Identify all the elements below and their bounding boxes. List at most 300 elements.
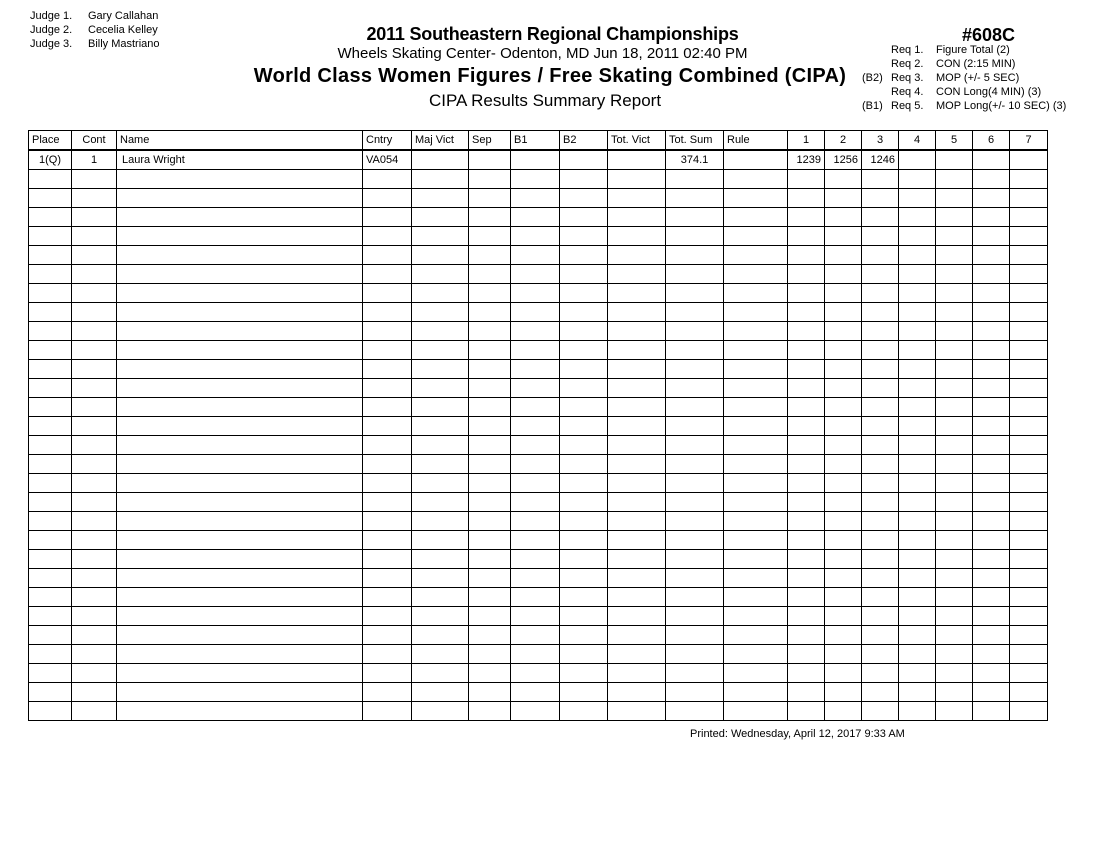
event-number: #608C <box>962 25 1016 45</box>
empty-cell <box>825 360 862 379</box>
empty-cell <box>788 227 825 246</box>
judge-row <box>30 37 160 51</box>
empty-cell <box>1010 626 1048 645</box>
empty-cell <box>825 683 862 702</box>
empty-cell <box>363 683 412 702</box>
empty-table-row <box>29 303 1048 322</box>
empty-cell <box>788 455 825 474</box>
empty-cell <box>560 664 608 683</box>
empty-cell <box>825 341 862 360</box>
judge-row <box>30 9 160 23</box>
empty-cell <box>862 702 899 721</box>
empty-cell <box>973 341 1010 360</box>
empty-cell <box>724 170 788 189</box>
col-header-tot-vict: Tot. Vict <box>608 131 666 151</box>
empty-cell <box>363 607 412 626</box>
requirement-text: CON Long(4 MIN) (3) <box>936 86 1042 98</box>
empty-cell <box>788 664 825 683</box>
empty-cell <box>469 284 511 303</box>
empty-cell <box>608 607 666 626</box>
empty-cell <box>899 664 936 683</box>
empty-cell <box>899 436 936 455</box>
empty-cell <box>936 170 973 189</box>
empty-cell <box>608 455 666 474</box>
empty-cell <box>117 246 363 265</box>
empty-cell <box>1010 436 1048 455</box>
empty-cell <box>469 607 511 626</box>
empty-cell <box>412 474 469 493</box>
col-header-b1: B1 <box>511 131 560 151</box>
empty-cell <box>825 512 862 531</box>
empty-cell <box>117 360 363 379</box>
empty-cell <box>862 588 899 607</box>
empty-cell <box>1010 265 1048 284</box>
empty-cell <box>1010 303 1048 322</box>
empty-table-row <box>29 569 1048 588</box>
empty-cell <box>560 417 608 436</box>
empty-cell <box>469 341 511 360</box>
empty-cell <box>117 303 363 322</box>
empty-cell <box>788 436 825 455</box>
empty-cell <box>117 265 363 284</box>
empty-cell <box>973 645 1010 664</box>
empty-cell <box>511 664 560 683</box>
empty-cell <box>560 550 608 569</box>
empty-table-row <box>29 189 1048 208</box>
empty-cell <box>862 246 899 265</box>
empty-cell <box>788 645 825 664</box>
empty-cell <box>29 512 72 531</box>
table-body <box>29 150 1048 721</box>
empty-cell <box>936 512 973 531</box>
empty-cell <box>862 683 899 702</box>
empty-table-row <box>29 664 1048 683</box>
empty-cell <box>788 246 825 265</box>
empty-cell <box>666 531 724 550</box>
empty-cell <box>862 569 899 588</box>
empty-cell <box>936 569 973 588</box>
empty-cell <box>29 189 72 208</box>
empty-cell <box>899 626 936 645</box>
empty-cell <box>511 265 560 284</box>
empty-cell <box>862 512 899 531</box>
empty-cell <box>724 341 788 360</box>
empty-cell <box>899 550 936 569</box>
empty-cell <box>363 227 412 246</box>
empty-cell <box>788 208 825 227</box>
empty-cell <box>511 208 560 227</box>
empty-cell <box>936 284 973 303</box>
col-header-name: Name <box>117 131 363 151</box>
empty-cell <box>469 265 511 284</box>
empty-cell <box>936 626 973 645</box>
cell-rule <box>724 150 788 170</box>
col-header-sep: Sep <box>469 131 511 151</box>
empty-cell <box>788 170 825 189</box>
empty-cell <box>825 227 862 246</box>
empty-cell <box>469 189 511 208</box>
empty-cell <box>788 531 825 550</box>
empty-cell <box>511 512 560 531</box>
empty-cell <box>936 246 973 265</box>
empty-cell <box>117 189 363 208</box>
empty-cell <box>1010 284 1048 303</box>
requirement-text: CON (2:15 MIN) <box>936 58 1016 70</box>
empty-cell <box>560 303 608 322</box>
empty-cell <box>1010 531 1048 550</box>
empty-cell <box>1010 379 1048 398</box>
results-table <box>28 130 1048 721</box>
empty-cell <box>412 436 469 455</box>
empty-cell <box>973 322 1010 341</box>
empty-cell <box>469 379 511 398</box>
empty-cell <box>511 626 560 645</box>
empty-cell <box>666 379 724 398</box>
empty-cell <box>511 588 560 607</box>
empty-cell <box>608 360 666 379</box>
empty-cell <box>511 550 560 569</box>
empty-cell <box>412 246 469 265</box>
empty-cell <box>29 702 72 721</box>
empty-cell <box>72 303 117 322</box>
empty-cell <box>724 284 788 303</box>
empty-cell <box>666 417 724 436</box>
requirement-prefix: (B2) <box>862 72 883 84</box>
empty-cell <box>72 531 117 550</box>
empty-cell <box>72 341 117 360</box>
empty-cell <box>511 531 560 550</box>
empty-cell <box>608 265 666 284</box>
empty-cell <box>560 341 608 360</box>
empty-cell <box>973 702 1010 721</box>
empty-cell <box>1010 550 1048 569</box>
empty-cell <box>724 227 788 246</box>
empty-cell <box>936 417 973 436</box>
empty-cell <box>899 398 936 417</box>
empty-cell <box>825 531 862 550</box>
empty-cell <box>862 645 899 664</box>
empty-cell <box>72 246 117 265</box>
empty-cell <box>936 227 973 246</box>
empty-cell <box>29 208 72 227</box>
empty-table-row <box>29 702 1048 721</box>
empty-table-row <box>29 322 1048 341</box>
empty-cell <box>608 170 666 189</box>
empty-table-row <box>29 265 1048 284</box>
empty-cell <box>973 189 1010 208</box>
empty-cell <box>1010 474 1048 493</box>
empty-cell <box>363 322 412 341</box>
empty-cell <box>29 341 72 360</box>
empty-cell <box>363 284 412 303</box>
empty-cell <box>412 303 469 322</box>
empty-cell <box>412 569 469 588</box>
empty-cell <box>788 341 825 360</box>
empty-cell <box>936 607 973 626</box>
empty-table-row <box>29 341 1048 360</box>
col-header-judge-4: 4 <box>899 131 936 151</box>
empty-cell <box>862 455 899 474</box>
empty-cell <box>899 645 936 664</box>
empty-cell <box>412 398 469 417</box>
empty-cell <box>608 341 666 360</box>
empty-cell <box>608 322 666 341</box>
empty-cell <box>666 493 724 512</box>
judge-name: Billy Mastriano <box>88 38 160 50</box>
empty-cell <box>72 227 117 246</box>
empty-cell <box>363 569 412 588</box>
empty-cell <box>412 417 469 436</box>
empty-cell <box>117 664 363 683</box>
empty-cell <box>1010 341 1048 360</box>
empty-cell <box>117 208 363 227</box>
empty-cell <box>412 493 469 512</box>
empty-cell <box>363 474 412 493</box>
empty-cell <box>511 189 560 208</box>
empty-cell <box>412 512 469 531</box>
empty-cell <box>825 493 862 512</box>
empty-cell <box>560 227 608 246</box>
col-header-judge-3: 3 <box>862 131 899 151</box>
empty-cell <box>608 379 666 398</box>
empty-cell <box>724 360 788 379</box>
requirement-number: Req 4. <box>891 86 924 98</box>
empty-cell <box>862 341 899 360</box>
empty-cell <box>72 588 117 607</box>
empty-cell <box>608 512 666 531</box>
empty-cell <box>72 493 117 512</box>
empty-cell <box>363 265 412 284</box>
empty-cell <box>973 455 1010 474</box>
empty-cell <box>363 398 412 417</box>
empty-cell <box>560 436 608 455</box>
cell-judge-3: 1246 <box>862 150 899 170</box>
empty-cell <box>899 683 936 702</box>
empty-cell <box>412 683 469 702</box>
empty-table-row <box>29 398 1048 417</box>
empty-cell <box>363 455 412 474</box>
empty-cell <box>29 569 72 588</box>
empty-table-row <box>29 379 1048 398</box>
empty-cell <box>862 436 899 455</box>
empty-table-row <box>29 626 1048 645</box>
empty-cell <box>973 512 1010 531</box>
empty-cell <box>862 170 899 189</box>
empty-cell <box>1010 170 1048 189</box>
empty-cell <box>117 170 363 189</box>
requirement-item <box>862 85 1066 99</box>
empty-cell <box>666 626 724 645</box>
empty-cell <box>862 284 899 303</box>
empty-cell <box>973 626 1010 645</box>
col-header-b2: B2 <box>560 131 608 151</box>
empty-cell <box>29 360 72 379</box>
empty-cell <box>1010 189 1048 208</box>
empty-table-row <box>29 607 1048 626</box>
empty-cell <box>973 208 1010 227</box>
empty-cell <box>72 626 117 645</box>
empty-cell <box>1010 664 1048 683</box>
empty-cell <box>666 322 724 341</box>
requirement-item <box>862 43 1066 57</box>
empty-cell <box>412 265 469 284</box>
empty-cell <box>29 417 72 436</box>
empty-cell <box>788 379 825 398</box>
empty-cell <box>117 341 363 360</box>
empty-cell <box>666 398 724 417</box>
empty-table-row <box>29 588 1048 607</box>
empty-cell <box>363 512 412 531</box>
empty-cell <box>899 474 936 493</box>
empty-cell <box>72 550 117 569</box>
empty-cell <box>936 588 973 607</box>
empty-cell <box>788 398 825 417</box>
empty-cell <box>363 208 412 227</box>
empty-cell <box>899 208 936 227</box>
empty-cell <box>724 474 788 493</box>
empty-cell <box>560 531 608 550</box>
empty-cell <box>899 607 936 626</box>
empty-cell <box>412 284 469 303</box>
empty-cell <box>560 379 608 398</box>
printed-timestamp: Printed: Wednesday, April 12, 2017 9:33 AM <box>690 728 905 740</box>
event-title: World Class Women Figures / Free Skating Combined (CIPA) <box>253 65 847 87</box>
empty-cell <box>825 246 862 265</box>
empty-cell <box>899 455 936 474</box>
empty-cell <box>666 170 724 189</box>
empty-cell <box>936 265 973 284</box>
requirement-item <box>862 57 1066 71</box>
empty-cell <box>560 512 608 531</box>
cell-b1 <box>511 150 560 170</box>
col-header-cont: Cont <box>72 131 117 151</box>
empty-cell <box>666 550 724 569</box>
empty-cell <box>862 398 899 417</box>
cell-name: Laura Wright <box>117 150 363 170</box>
empty-cell <box>608 417 666 436</box>
empty-cell <box>560 474 608 493</box>
empty-cell <box>973 303 1010 322</box>
empty-cell <box>862 474 899 493</box>
empty-cell <box>724 683 788 702</box>
empty-cell <box>666 303 724 322</box>
empty-cell <box>899 246 936 265</box>
empty-cell <box>469 474 511 493</box>
empty-cell <box>560 246 608 265</box>
empty-cell <box>788 360 825 379</box>
empty-cell <box>788 588 825 607</box>
empty-cell <box>825 474 862 493</box>
empty-cell <box>72 265 117 284</box>
empty-cell <box>825 455 862 474</box>
empty-cell <box>899 284 936 303</box>
empty-table-row <box>29 645 1048 664</box>
empty-cell <box>363 702 412 721</box>
empty-cell <box>936 208 973 227</box>
empty-cell <box>72 702 117 721</box>
empty-cell <box>973 664 1010 683</box>
table-row <box>29 150 1048 170</box>
empty-cell <box>72 455 117 474</box>
empty-cell <box>117 398 363 417</box>
empty-cell <box>72 436 117 455</box>
empty-cell <box>724 626 788 645</box>
empty-cell <box>973 170 1010 189</box>
empty-cell <box>1010 588 1048 607</box>
empty-cell <box>825 645 862 664</box>
empty-cell <box>469 569 511 588</box>
empty-cell <box>29 474 72 493</box>
empty-cell <box>72 208 117 227</box>
requirement-item <box>862 71 1066 85</box>
empty-cell <box>363 303 412 322</box>
empty-cell <box>862 531 899 550</box>
empty-cell <box>608 645 666 664</box>
empty-table-row <box>29 683 1048 702</box>
empty-cell <box>560 208 608 227</box>
empty-cell <box>560 189 608 208</box>
empty-cell <box>788 303 825 322</box>
empty-cell <box>862 664 899 683</box>
empty-cell <box>973 550 1010 569</box>
empty-cell <box>117 645 363 664</box>
empty-cell <box>29 683 72 702</box>
empty-table-row <box>29 455 1048 474</box>
empty-cell <box>363 379 412 398</box>
empty-cell <box>724 531 788 550</box>
empty-cell <box>1010 645 1048 664</box>
empty-cell <box>936 531 973 550</box>
empty-cell <box>363 493 412 512</box>
judges-list <box>30 9 160 51</box>
empty-cell <box>788 474 825 493</box>
empty-cell <box>117 626 363 645</box>
empty-cell <box>936 341 973 360</box>
judge-name: Cecelia Kelley <box>88 24 158 36</box>
empty-cell <box>469 322 511 341</box>
empty-table-row <box>29 170 1048 189</box>
empty-cell <box>608 303 666 322</box>
empty-cell <box>862 379 899 398</box>
empty-cell <box>363 436 412 455</box>
empty-cell <box>29 550 72 569</box>
empty-cell <box>412 170 469 189</box>
empty-cell <box>936 303 973 322</box>
empty-cell <box>862 607 899 626</box>
empty-cell <box>608 664 666 683</box>
col-header-judge-1: 1 <box>788 131 825 151</box>
empty-cell <box>724 398 788 417</box>
empty-cell <box>666 284 724 303</box>
empty-cell <box>363 189 412 208</box>
empty-cell <box>412 341 469 360</box>
empty-cell <box>72 170 117 189</box>
empty-cell <box>1010 246 1048 265</box>
empty-cell <box>469 455 511 474</box>
col-header-tot-sum: Tot. Sum <box>666 131 724 151</box>
empty-table-row <box>29 493 1048 512</box>
empty-cell <box>469 588 511 607</box>
empty-cell <box>363 170 412 189</box>
empty-cell <box>899 588 936 607</box>
empty-cell <box>724 550 788 569</box>
empty-cell <box>899 303 936 322</box>
empty-cell <box>973 227 1010 246</box>
empty-cell <box>1010 360 1048 379</box>
empty-cell <box>412 322 469 341</box>
empty-cell <box>511 303 560 322</box>
empty-cell <box>608 493 666 512</box>
